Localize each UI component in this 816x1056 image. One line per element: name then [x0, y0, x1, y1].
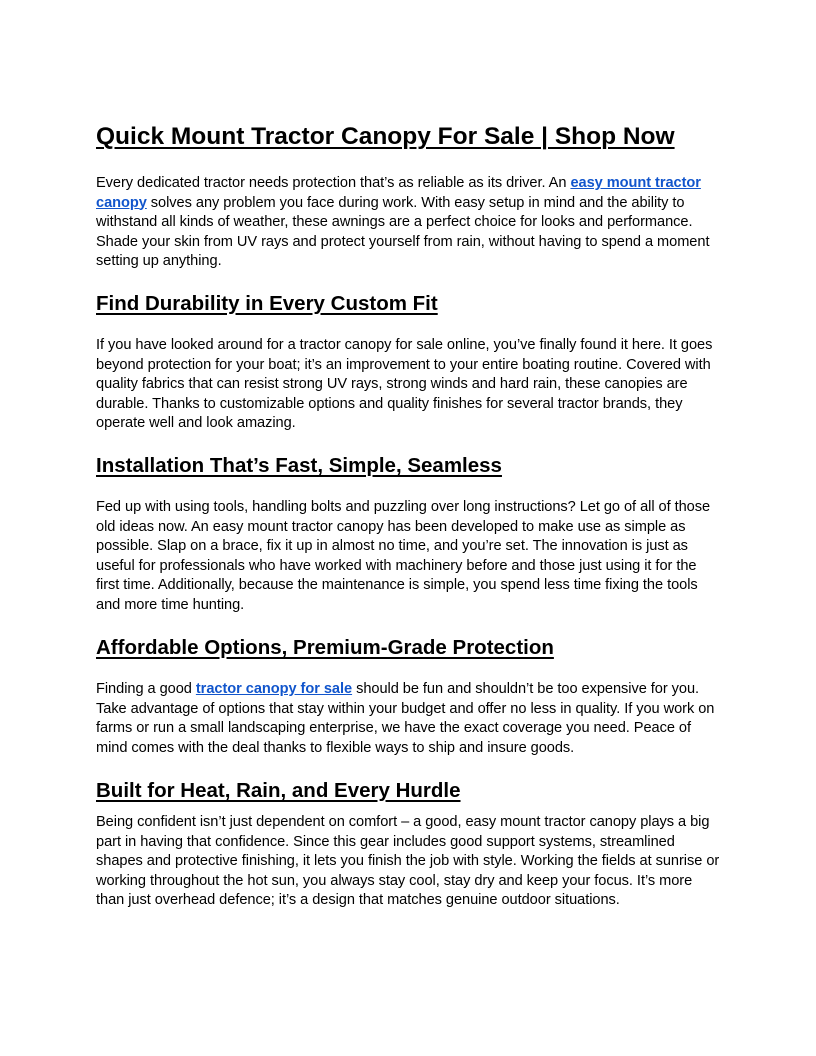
section-heading-installation: Installation That’s Fast, Simple, Seamless [96, 454, 502, 477]
section-body-affordable [96, 680, 722, 758]
section-heading-affordable: Affordable Options, Premium-Grade Protection [96, 636, 554, 659]
section-heading-durability: Find Durability in Every Custom Fit [96, 292, 438, 315]
tractor-canopy-for-sale-link[interactable]: tractor canopy for sale [195, 681, 353, 697]
intro-paragraph [96, 174, 722, 272]
affordable-text-start: Finding a good [96, 681, 196, 697]
intro-text-start: Every dedicated tractor needs protection that’s as reliable as its driver. An [96, 175, 571, 191]
affordable-text-end: should be fun and shouldn’t be too expensive for you. Take advantage of options that stay within your budget and offer no less in quality. If you work on farms or run a small landscaping enterprise, we have the exact coverage you need. Peace of mind comes with the deal thanks to flexible ways to ship and insure goods. [96, 681, 715, 756]
section-body-installation: Fed up with using tools, handling bolts and puzzling over long instructions? Let go of all of those old ideas now. An easy mount tractor canopy has been developed to make use as simple as possible. Slap on a brace, fix it up in almost no time, and you’re set. The innovation is just as useful for professionals who have worked with machinery before and those just using it for the first time. Additionally, because the maintenance is simple, you spend less time fixing the tools and more time hunting. [96, 499, 711, 613]
section-heading-built-for-heat: Built for Heat, Rain, and Every Hurdle [96, 779, 461, 802]
section-body-built-for-heat: Being confident isn’t just dependent on comfort – a good, easy mount tractor canopy plays a big part in having that confidence. Since this gear includes good support systems, streamlined shapes and protective finishing, it lets you finish the job with style. Working the fields at sunrise or working throughout the hot sun, you always stay cool, stay dry and keep your focus. It’s more than just overhead defence; it’s a design that matches genuine outdoor situations. [96, 814, 720, 908]
page-title: Quick Mount Tractor Canopy For Sale | Shop Now [96, 123, 675, 150]
section-body-durability: If you have looked around for a tractor canopy for sale online, you’ve finally found it here. It goes beyond protection for your boat; it’s an improvement to your entire boating routine. Covered with quality fabrics that can resist strong UV rays, strong winds and hard rain, these canopies are durable. Thanks to customizable options and quality finishes for several tractor brands, they operate well and look amazing. [96, 337, 713, 431]
easy-mount-tractor-canopy-link[interactable]: easy mount tractor canopy [96, 175, 701, 211]
intro-text-end: solves any problem you face during work. With easy setup in mind and the ability to withstand all kinds of weather, these awnings are a perfect choice for looks and performance. Shade your skin from UV rays and protect yourself from rain, without having to spend a moment setting up anything. [96, 194, 710, 269]
